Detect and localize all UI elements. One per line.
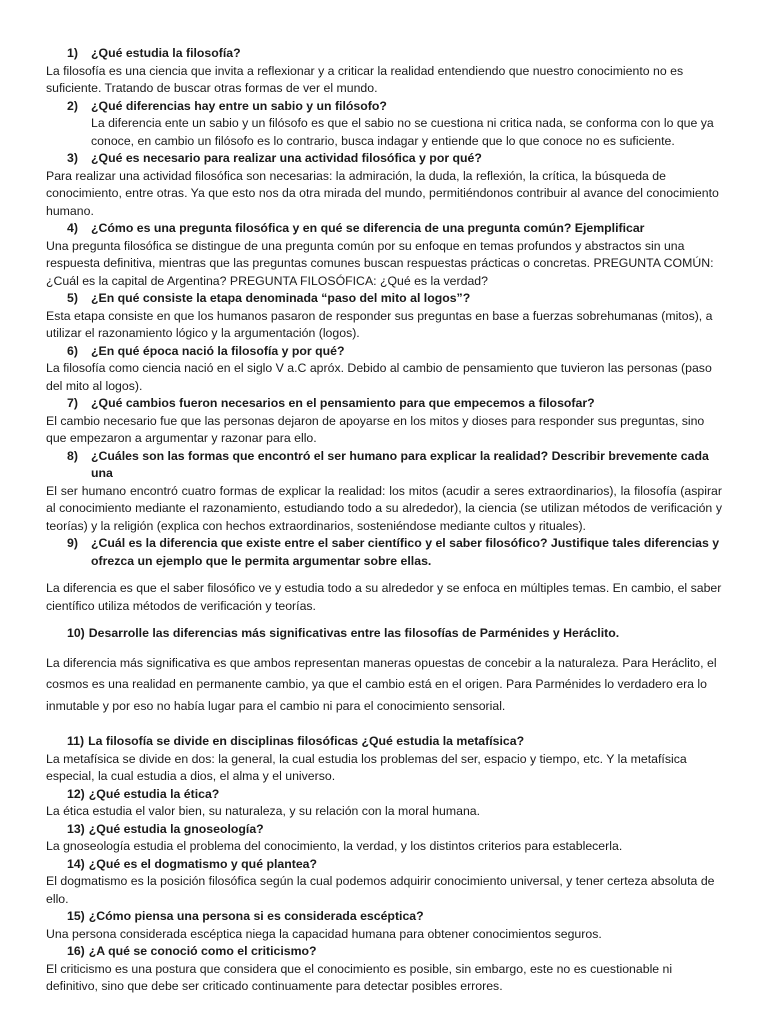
answer-7: El cambio necesario fue que las personas dejaron de apoyarse en los mitos y dioses para responder sus preguntas, sino que empezaron a argumentar y razonar para ello. [46, 413, 705, 445]
question-2: 2) ¿Qué diferencias hay entre un sabio y un filósofo? [67, 98, 387, 113]
question-13: 13) ¿Qué estudia la gnoseología? [67, 821, 264, 836]
answer-14: El dogmatismo es la posición filosófica según la cual podemos adquirir conocimiento universal, y tener certeza absoluta de ello. [46, 874, 715, 906]
answer-11: La metafísica se divide en dos: la general, la cual estudia los problemas del ser, espacio y tiempo, etc. Y la metafísica especial, la cual estudia a dios, el alma y el universo. [46, 751, 687, 783]
answer-3: Para realizar una actividad filosófica son necesarias: la admiración, la duda, la reflexión, la crítica, la búsqueda de conocimiento, entre otras. Ya que esto nos da otra mirada del mundo, permitiéndonos contribuir al avance del conocimiento humano. [46, 168, 719, 218]
question-9: 9) ¿Cuál es la diferencia que existe entre el saber científico y el saber filosófico? Justifique tales diferencias y ofrezca un ejemplo que le permita argumentar sobre ellas. [67, 536, 720, 568]
question-6: 6) ¿En qué época nació la filosofía y por qué? [67, 343, 345, 358]
spacer [46, 643, 722, 653]
question-3: 3) ¿Qué es necesario para realizar una actividad filosófica y por qué? [67, 151, 482, 165]
answer-13: La gnoseología estudia el problema del conocimiento, la verdad, y los distintos criterios para establecerla. [46, 839, 623, 853]
answer-4: Una pregunta filosófica se distingue de una pregunta común por su enfoque en temas profundos y abstractos sin una respuesta definitiva, mientras que las preguntas comunes buscan respuestas prácticas o concretas. PREGUNTA COMÚN: ¿Cuál es la capital de Argentina? PREGUNTA FILOSÓFICA: ¿Qué es la verdad? [46, 238, 714, 288]
question-10: 10) Desarrolle las diferencias más significativas entre las filosofías de Parménides y Heráclito. [67, 626, 620, 640]
question-7: 7) ¿Qué cambios fueron necesarios en el pensamiento para que empecemos a filosofar? [67, 396, 595, 410]
question-12: 12) ¿Qué estudia la ética? [67, 786, 220, 801]
question-15: 15) ¿Cómo piensa una persona si es considerada escéptica? [67, 909, 424, 923]
answer-9: La diferencia es que el saber filosófico ve y estudia todo a su alrededor y se enfoca en múltiples temas. En cambio, el saber científico utiliza métodos de verificación y teorías. [46, 581, 722, 613]
question-14: 14) ¿Qué es el dogmatismo y qué plantea? [67, 856, 318, 871]
answer-12: La ética estudia el valor bien, su naturaleza, y su relación con la moral humana. [46, 804, 481, 818]
answer-10: La diferencia más significativa es que ambos representan maneras opuestas de concebir a la naturaleza. Para Heráclito, el cosmos es una realidad en permanente cambio, ya que el cambio está en el origen. Para Parménides lo verdadero era lo inmutable y por eso no había lugar para el cambio ni para el conocimiento sensorial. [46, 655, 717, 713]
answer-8: El ser humano encontró cuatro formas de explicar la realidad: los mitos (acudir a seres extraordinarios), la filosofía (aspirar al conocimiento mediante el razonamiento, estudiando todo a su alrededor), la ciencia (se utilizan métodos de verificación y teorías) y la religión (explica con hechos extraordinarios, sosteniéndose mediante cultos y rituales). [46, 483, 722, 533]
question-8: 8) ¿Cuáles son las formas que encontró el ser humano para explicar la realidad? Describir brevemente cada una [67, 448, 709, 480]
question-16: 16) ¿A qué se conoció como el criticismo? [67, 944, 317, 958]
answer-1: La filosofía es una ciencia que invita a reflexionar y a criticar la realidad entendiendo que nuestro conocimiento no es suficiente. Tratando de buscar otras formas de ver el mundo. [46, 63, 684, 95]
answer-5: Esta etapa consiste en que los humanos pasaron de responder sus preguntas en base a fuerzas sobrehumanas (mitos), a utilizar el razonamiento lógico y la argumentación (logos). [46, 308, 713, 340]
spacer [46, 570, 722, 580]
answer-2: La diferencia ente un sabio y un filósofo es que el sabio no se cuestiona ni critica nada, se conforma con lo que ya conoce, en cambio un filósofo es lo contrario, busca indagar y entiende que lo que conoce no es suficiente. [91, 116, 714, 148]
spacer [46, 615, 722, 625]
question-1: 1) ¿Qué estudia la filosofía? [67, 46, 241, 60]
question-5: 5) ¿En qué consiste la etapa denominada “paso del mito al logos”? [67, 291, 471, 305]
spacer [46, 717, 722, 733]
answer-15: Una persona considerada escéptica niega la capacidad humana para obtener conocimientos seguros. [46, 926, 602, 941]
answer-6: La filosofía como ciencia nació en el siglo V a.C apróx. Debido al cambio de pensamiento que tuvieron las personas (paso del mito al logos). [46, 361, 712, 393]
question-11: 11) La filosofía se divide en disciplinas filosóficas ¿Qué estudia la metafísica? [67, 734, 525, 748]
question-4: 4) ¿Cómo es una pregunta filosófica y en qué se diferencia de una pregunta común? Ejemplificar [67, 221, 645, 235]
answer-16: El criticismo es una postura que considera que el conocimiento es posible, sin embargo, este no es cuestionable ni definitivo, sino que debe ser criticado continuamente para detectar posibles errores. [46, 961, 673, 993]
